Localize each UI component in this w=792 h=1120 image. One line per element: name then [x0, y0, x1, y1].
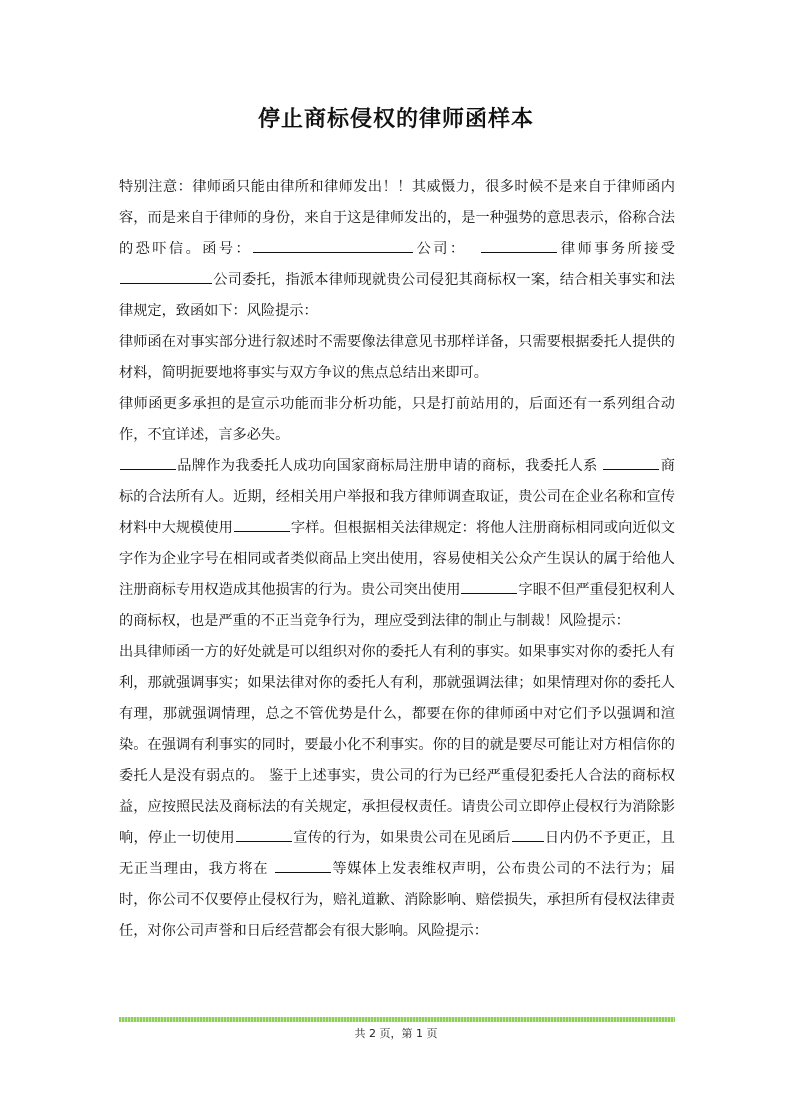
- company-name-blank: [481, 238, 557, 253]
- paragraph-infringement: 品牌作为我委托人成功向国家商标局注册申请的商标，我委托人系 商标的合法所有人。近期，经相关用户举报和我方律师调查取证，贵公司在企业名称和宣传材料中大规模使用 字样。但根据相关法律规定：将他人注册商标相同或向近似文字作为企业字号在相同或者类似商品上突出使用，容易使相关公众产生误认的属于给他人注册商标专用权造成其他损害的行为。贵公司突出使用 字眼不但严重侵犯权利人的商标权，也是严重的不正当竞争行为，理应受到法律的制止与制裁！风险提示：: [119, 451, 675, 637]
- page-number: 共 2 页，第 1 页: [354, 1027, 438, 1040]
- letter-number-blank: [253, 238, 413, 253]
- paragraph-function-tip: 律师函更多承担的是宣示功能而非分析功能，只是打前站用的，后面还有一系列组合动作，不宜详述，言多必失。: [119, 396, 675, 443]
- document-title: 停止商标侵权的律师函样本: [257, 107, 534, 132]
- trademark-blank: [603, 455, 659, 470]
- used-word-blank: [234, 517, 290, 532]
- paragraph-facts-tip: 律师函在对事实部分进行叙述时不需要像法律意见书那样详备，只需要根据委托人提供的材料，简明扼要地将事实与双方争议的焦点总结出来即可。: [119, 334, 675, 381]
- document-body: [119, 172, 675, 947]
- stop-use-blank: [236, 827, 292, 842]
- paragraph-special-notice: 特别注意：律师函只能由律所和律师发出！！其威慑力，很多时候不是来自于律师函内容，而是来自于律师的身份，来自于这是律师发出的，是一种强势的意思表示，俗称合法的恐吓信。函号： 公司： 律师事务所接受公司委托，指派本律师现就贵公司侵犯其商标权一案，结合相关事实和法律规定，致函如下：风险提示：: [119, 179, 675, 319]
- prominent-word-blank: [461, 579, 517, 594]
- paragraph-demands: 出具律师函一方的好处就是可以组织对你的委托人有利的事实。如果事实对你的委托人有利，那就强调事实；如果法律对你的委托人有利，那就强调法律；如果情理对你的委托人有理，那就强调情理，总之不管优势是什么，都要在你的律师函中对它们予以强调和渲染。在强调有利事实的同时，要最小化不利事实。你的目的就是要尽可能让对方相信你的委托人是没有弱点的。 鉴于上述事实，贵公司的行为已经严重侵犯委托人合法的商标权益，应按照民法及商标法的有关规定，承担侵权责任。请贵公司立即停止侵权行为消除影响，停止一切使用 宣传的行为，如果贵公司在见函后 日内仍不予更正，且无正当理由，我方将在 等媒体上发表维权声明，公布贵公司的不法行为；届时，你公司不仅要停止侵权行为，赔礼道歉、消除影响、赔偿损失，承担所有侵权法律责任，对你公司声誉和日后经营都会有很大影响。风险提示：: [119, 644, 675, 939]
- media-blank: [275, 858, 331, 873]
- days-blank: [512, 827, 544, 842]
- client-company-blank: [120, 269, 212, 284]
- brand-blank: [120, 455, 176, 470]
- footer-divider: [119, 1017, 675, 1022]
